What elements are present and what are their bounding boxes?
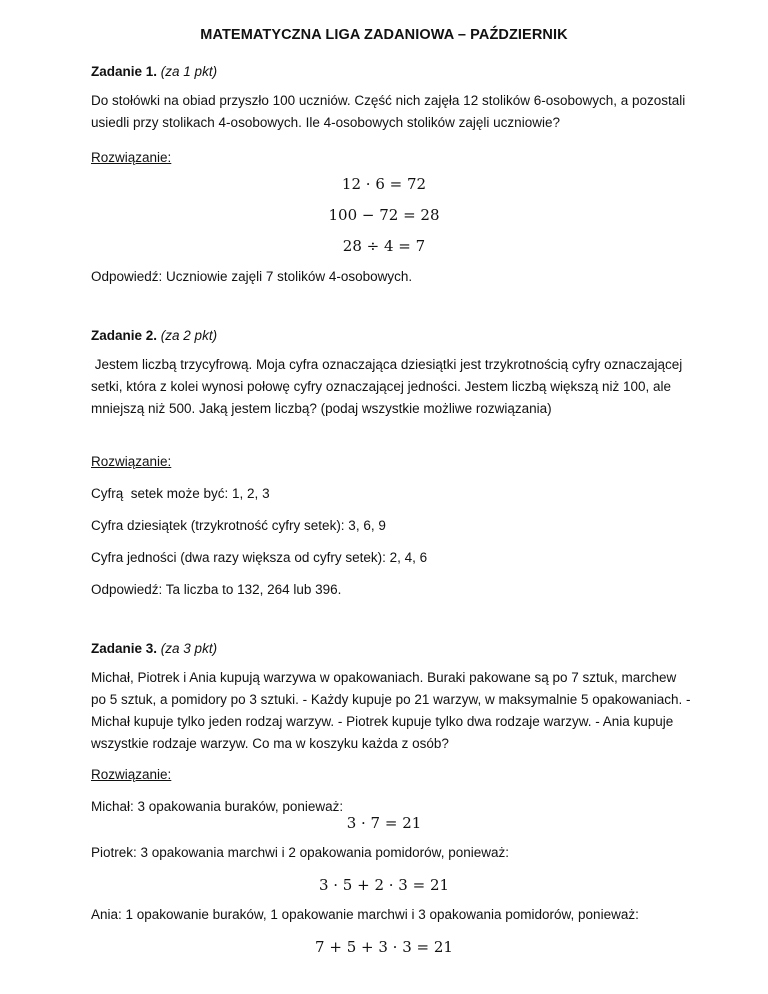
task1-points: (za 1 pkt): [160, 64, 218, 79]
task3-points: (za 3 pkt): [160, 641, 218, 656]
task1-text: Do stołówki na obiad przyszło 100 uczniów. Część nich zajęła 12 stolików 6-osobowych, a pozostali usiedli przy stolikach 4-osobowych. Ile 4-osobowych stolików zajęli uczniowie?: [91, 93, 686, 130]
task1-answer: Odpowiedź: Uczniowie zajęli 7 stolików 4-osobowych.: [91, 269, 413, 284]
task2-answer: Odpowiedź: Ta liczba to 132, 264 lub 396.: [91, 582, 342, 597]
task2-text: Jestem liczbą trzycyfrową. Moja cyfra oznaczająca dziesiątki jest trzykrotnością cyfry oznaczającej setki, która z kolei wynosi połowę cyfry oznaczającej jedności. Jestem liczbą większą niż 100, ale mniejszą niż 500. Jaką jestem liczbą? (podaj wszystkie możliwe rozwiązania): [91, 357, 686, 416]
task2-heading: [91, 328, 217, 344]
task3-heading: [91, 641, 217, 657]
task3-michal-equation: 3 · 7 = 21: [346, 814, 422, 832]
task2-label: Zadanie 2.: [91, 328, 158, 343]
task1-equation-2: 100 − 72 = 28: [328, 206, 440, 224]
task3-michal-line: Michał: 3 opakowania buraków, ponieważ:: [91, 799, 344, 814]
task1-equation-1: 12 · 6 = 72: [341, 175, 427, 193]
task1-label: Zadanie 1.: [91, 64, 158, 79]
task2-solution-label: Rozwiązanie:: [91, 454, 172, 469]
task3-solution-label: Rozwiązanie:: [91, 767, 172, 782]
page-title: MATEMATYCZNA LIGA ZADANIOWA – PAŹDZIERNIK: [200, 27, 568, 43]
task3-label: Zadanie 3.: [91, 641, 158, 656]
task3-ania-line: Ania: 1 opakowanie buraków, 1 opakowanie marchwi i 3 opakowania pomidorów, ponieważ:: [91, 907, 639, 922]
task3-ania-equation: 7 + 5 + 3 · 3 = 21: [315, 938, 453, 956]
task2-line-1: Cyfrą setek może być: 1, 2, 3: [91, 486, 270, 501]
task3-piotrek-equation: 3 · 5 + 2 · 3 = 21: [318, 876, 450, 894]
task2-line-3: Cyfra jedności (dwa razy większa od cyfry setek): 2, 4, 6: [91, 550, 428, 565]
task1-heading: [91, 64, 217, 80]
task2-line-2: Cyfra dziesiątek (trzykrotność cyfry setek): 3, 6, 9: [91, 518, 386, 533]
task2-points: (za 2 pkt): [160, 328, 218, 343]
task3-piotrek-line: Piotrek: 3 opakowania marchwi i 2 opakowania pomidorów, ponieważ:: [91, 845, 509, 860]
task1-equation-3: 28 ÷ 4 = 7: [342, 237, 426, 255]
task3-text: Michał, Piotrek i Ania kupują warzywa w opakowaniach. Buraki pakowane są po 7 sztuk, marchew po 5 sztuk, a pomidory po 3 sztuki. - Każdy kupuje po 21 warzyw, w maksymalnie 5 opakowaniach. - Michał kupuje tylko jeden rodzaj warzyw. - Piotrek kupuje tylko dwa rodzaje warzyw. - Ania kupuje wszystkie rodzaje warzyw. Co ma w koszyku każda z osób?: [91, 670, 691, 751]
task1-solution-label: Rozwiązanie:: [91, 150, 172, 165]
